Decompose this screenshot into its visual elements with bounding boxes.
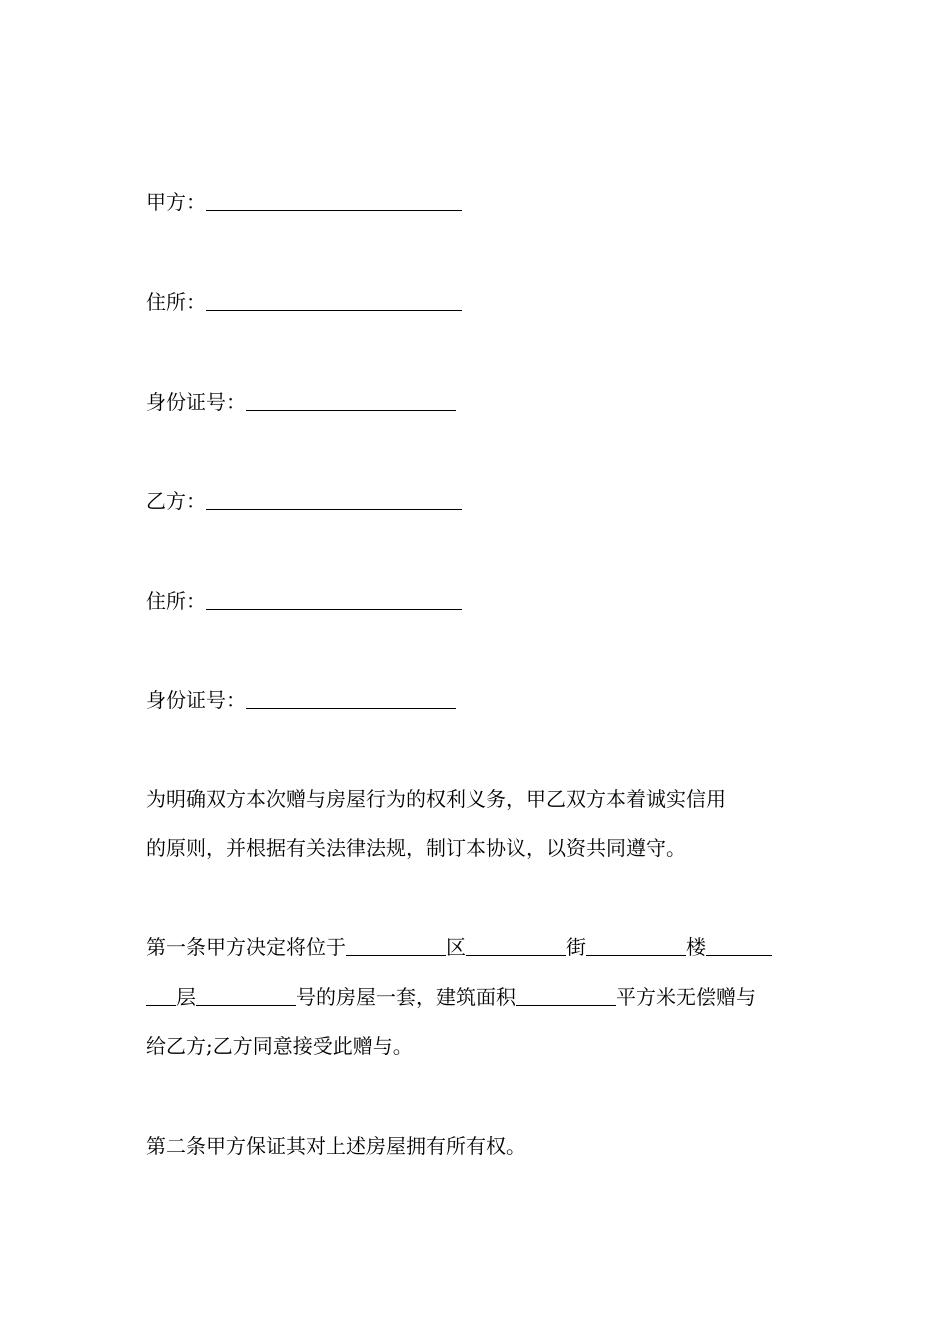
party-b-id-row xyxy=(146,688,456,712)
unit-number-blank xyxy=(196,987,296,1006)
article-1-text-part-3: 街 xyxy=(566,935,586,959)
party-b-id-label: 身份证号： xyxy=(146,688,246,712)
party-a-address-label: 住所： xyxy=(146,290,206,314)
party-b-id-blank xyxy=(246,690,456,709)
article-1-line-3: 给乙方;乙方同意接受此赠与。 xyxy=(146,1034,413,1058)
article-1-text-part-6: 号的房屋一套，建筑面积 xyxy=(296,985,516,1009)
party-b-address-row xyxy=(146,589,462,613)
party-b-name-row xyxy=(146,489,462,513)
district-blank xyxy=(346,937,446,956)
article-1-text-part-5: 层 xyxy=(176,985,196,1009)
party-a-address-row xyxy=(146,290,462,314)
party-a-id-label: 身份证号： xyxy=(146,390,246,414)
building-blank xyxy=(586,937,686,956)
party-a-id-blank xyxy=(246,392,456,411)
article-1-text-part-7: 平方米无偿赠与 xyxy=(616,985,756,1009)
article-1-line-2 xyxy=(146,985,756,1009)
preamble-line-1: 为明确双方本次赠与房屋行为的权利义务，甲乙双方本着诚实信用 xyxy=(146,787,726,811)
party-a-name-blank xyxy=(206,192,462,211)
party-b-name-label: 乙方： xyxy=(146,489,206,513)
party-a-id-row xyxy=(146,390,456,414)
street-blank xyxy=(466,937,566,956)
preamble-line-2: 的原则，并根据有关法律法规，制订本协议，以资共同遵守。 xyxy=(146,836,686,860)
floor-blank-part-2 xyxy=(146,987,176,1006)
article-1-line-1 xyxy=(146,935,772,959)
party-b-address-label: 住所： xyxy=(146,589,206,613)
party-b-name-blank xyxy=(206,491,462,510)
article-1-text-part-2: 区 xyxy=(446,935,466,959)
party-a-address-blank xyxy=(206,292,462,311)
party-a-name-label: 甲方： xyxy=(146,190,206,214)
party-b-address-blank xyxy=(206,591,462,610)
area-blank xyxy=(516,987,616,1006)
party-a-name-row xyxy=(146,190,462,214)
article-2: 第二条甲方保证其对上述房屋拥有所有权。 xyxy=(146,1134,526,1158)
article-1-text-part-1: 第一条甲方决定将位于 xyxy=(146,935,346,959)
article-1-text-part-4: 楼 xyxy=(686,935,706,959)
floor-blank-part-1 xyxy=(706,937,772,956)
